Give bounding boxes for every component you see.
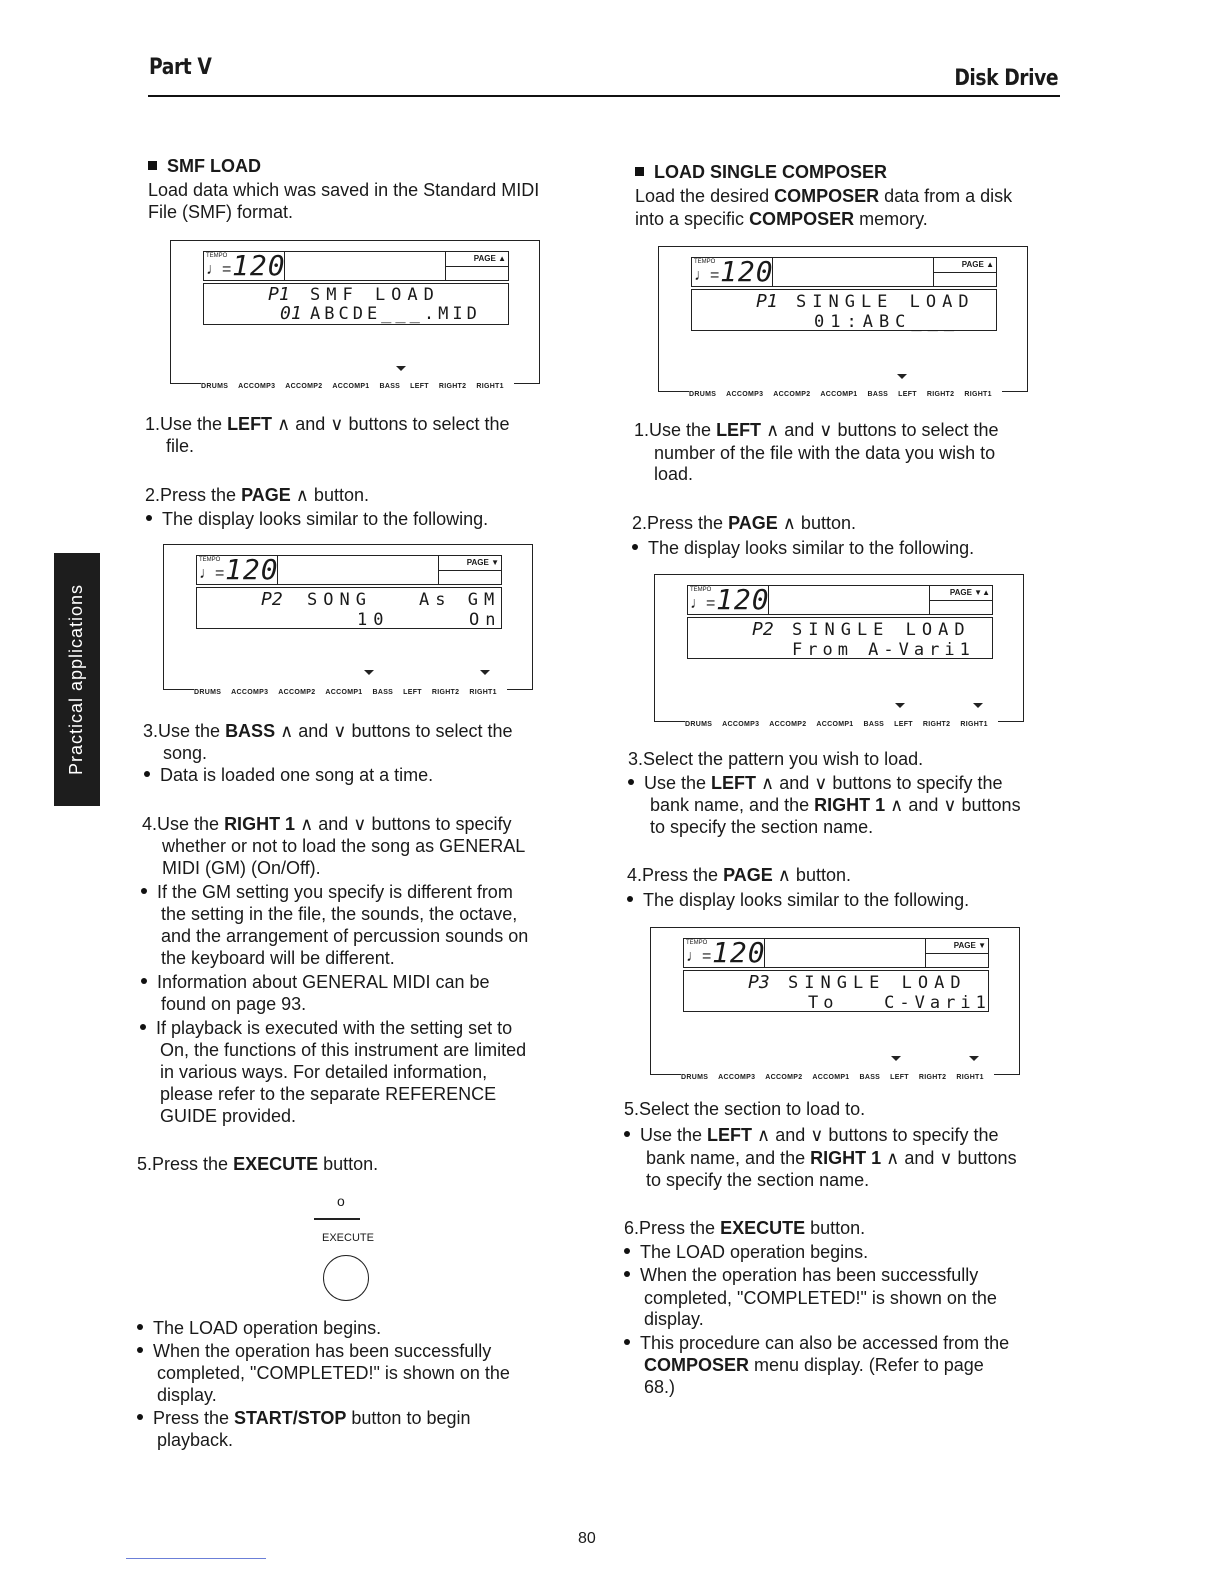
r-bullet-6a: The LOAD operation begins. xyxy=(624,1241,868,1263)
execute-button-icon xyxy=(323,1255,369,1301)
lcd-display-composer-p2 xyxy=(654,574,1024,728)
bullet-info-1: Information about GENERAL MIDI can be xyxy=(141,971,490,993)
r-step-6: 6.Press the EXECUTE button. xyxy=(624,1218,866,1238)
bullet-playback-4: please refer to the separate REFERENCE xyxy=(160,1084,497,1104)
bullet-icon xyxy=(137,1347,143,1353)
lcd-main-area: P2 SONG As GM 10 On xyxy=(196,587,502,629)
lcd-display-smf-p1 xyxy=(170,240,540,390)
cursor-arrow-icon xyxy=(969,1056,979,1061)
load-single-composer-heading: LOAD SINGLE COMPOSER xyxy=(635,161,887,183)
step-3-cont: song. xyxy=(163,743,208,763)
step-4-cont1: whether or not to load the song as GENERAL xyxy=(162,836,526,856)
step-1-cont: file. xyxy=(166,436,195,456)
smf-intro-line2: File (SMF) format. xyxy=(148,202,294,222)
bullet-gm-2: the setting in the file, the sounds, the octave, xyxy=(161,904,518,924)
bullet-completed-1: When the operation has been successfully xyxy=(137,1340,491,1362)
bullet-icon xyxy=(141,978,147,984)
lcd-footer: DRUMS ACCOMP3 ACCOMP2 ACCOMP1 BASS LEFT RIGHT2 RIGHT1 xyxy=(685,721,998,728)
footer-rule xyxy=(126,1558,266,1559)
step-3: 3.Use the BASS ∧ and ∨ buttons to select the xyxy=(143,721,513,741)
r-bullet-4: The display looks similar to the following. xyxy=(627,889,969,911)
bullet-display: The display looks similar to the following. xyxy=(146,508,488,530)
step-4-cont2: MIDI (GM) (On/Off). xyxy=(162,858,321,878)
bullet-playback-2: On, the functions of this instrument are limited xyxy=(160,1040,527,1060)
bullet-playback-1: If playback is executed with the setting set to xyxy=(140,1017,512,1039)
bullet-startstop: Press the START/STOP button to begin xyxy=(137,1407,471,1429)
cursor-arrow-icon xyxy=(973,703,983,708)
side-tab-label: Practical applications xyxy=(66,583,87,776)
page-indicator: PAGE ▼ xyxy=(925,938,989,968)
r-bullet-5a: Use the LEFT ∧ and ∨ buttons to specify the xyxy=(624,1124,999,1146)
bullet-completed-2: completed, "COMPLETED!" is shown on the xyxy=(157,1363,510,1383)
lcd-display-composer-p1 xyxy=(658,246,1028,398)
bullet-icon xyxy=(624,1271,630,1277)
step-2: 2.Press the PAGE ∧ button. xyxy=(145,485,369,505)
tempo-box: TEMPO ♩= 120 xyxy=(691,257,773,287)
bullet-icon xyxy=(141,888,147,894)
lcd-footer: DRUMS ACCOMP3 ACCOMP2 ACCOMP1 BASS LEFT RIGHT2 RIGHT1 xyxy=(194,689,507,696)
cursor-arrow-icon xyxy=(364,670,374,675)
r-bullet-6c-2: COMPOSER menu display. (Refer to page xyxy=(644,1355,984,1375)
composer-intro-2: into a specific COMPOSER memory. xyxy=(635,209,928,229)
part-label: Part V xyxy=(149,55,212,80)
lcd-footer: DRUMS ACCOMP3 ACCOMP2 ACCOMP1 BASS LEFT RIGHT2 RIGHT1 xyxy=(201,383,514,390)
smf-load-heading: SMF LOAD xyxy=(148,155,261,177)
tempo-box: TEMPO ♩= 120 xyxy=(683,938,765,968)
r-bullet-6c-1: This procedure can also be accessed from the xyxy=(624,1332,1009,1354)
header-rule xyxy=(148,95,1060,97)
bullet-icon xyxy=(624,1131,630,1137)
r-step-2: 2.Press the PAGE ∧ button. xyxy=(632,513,856,533)
bullet-icon xyxy=(624,1339,630,1345)
r-bullet-display: The display looks similar to the following. xyxy=(632,537,974,559)
execute-label: EXECUTE xyxy=(322,1232,374,1244)
tempo-box: TEMPO ♩= 120 xyxy=(196,555,278,585)
r-bullet-3c: to specify the section name. xyxy=(650,817,874,837)
side-tab xyxy=(54,553,100,806)
lcd-main-area: P1 SINGLE LOAD 01:ABC___ xyxy=(691,289,997,331)
tempo-box: TEMPO ♩= 120 xyxy=(203,251,285,281)
bullet-icon xyxy=(627,896,633,902)
bullet-startstop-cont: playback. xyxy=(157,1430,234,1450)
r-bullet-6b-1: When the operation has been successfully xyxy=(624,1264,978,1286)
bullet-icon xyxy=(140,1024,146,1030)
cursor-arrow-icon xyxy=(897,374,907,379)
step-1: 1.Use the LEFT ∧ and ∨ buttons to select the xyxy=(145,414,510,434)
execute-divider xyxy=(314,1218,360,1220)
bullet-icon xyxy=(144,771,150,777)
bullet-song: Data is loaded one song at a time. xyxy=(144,764,433,786)
r-bullet-5b: bank name, and the RIGHT 1 ∧ and ∨ buttons xyxy=(646,1148,1017,1168)
bullet-icon xyxy=(628,779,634,785)
cursor-arrow-icon xyxy=(480,670,490,675)
r-bullet-6b-3: display. xyxy=(644,1309,704,1329)
step-5: 5.Press the EXECUTE button. xyxy=(137,1154,379,1174)
lcd-display-composer-p3 xyxy=(650,927,1020,1081)
r-bullet-3b: bank name, and the RIGHT 1 ∧ and ∨ buttons xyxy=(650,795,1021,815)
square-bullet-icon xyxy=(148,161,157,170)
smf-intro-line1: Load data which was saved in the Standard MIDI xyxy=(148,180,540,200)
bullet-icon xyxy=(632,544,638,550)
page-indicator: PAGE ▲ xyxy=(933,257,997,287)
bullet-icon xyxy=(624,1248,630,1254)
r-step-1-cont2: load. xyxy=(654,464,694,484)
r-bullet-6c-3: 68.) xyxy=(644,1377,676,1397)
bullet-info-2: found on page 93. xyxy=(161,994,307,1014)
r-step-4: 4.Press the PAGE ∧ button. xyxy=(627,865,851,885)
page-indicator: PAGE ▲ xyxy=(445,251,509,281)
r-bullet-3a: Use the LEFT ∧ and ∨ buttons to specify the xyxy=(628,772,1003,794)
square-bullet-icon xyxy=(635,167,644,176)
page-number: 80 xyxy=(578,1530,596,1547)
r-bullet-5c: to specify the section name. xyxy=(646,1170,870,1190)
bullet-playback-5: GUIDE provided. xyxy=(160,1106,297,1126)
bullet-gm-4: the keyboard will be different. xyxy=(161,948,395,968)
section-title: Disk Drive xyxy=(954,66,1058,91)
composer-intro-1: Load the desired COMPOSER data from a disk xyxy=(635,186,1013,206)
cursor-arrow-icon xyxy=(396,366,406,371)
lcd-main-area: P1 SMF LOAD 01 ABCDE___.MID xyxy=(203,283,509,325)
tempo-box: TEMPO ♩= 120 xyxy=(687,585,769,615)
step-4: 4.Use the RIGHT 1 ∧ and ∨ buttons to specify xyxy=(142,814,512,834)
lcd-display-smf-p2 xyxy=(163,544,533,696)
lcd-footer: DRUMS ACCOMP3 ACCOMP2 ACCOMP1 BASS LEFT RIGHT2 RIGHT1 xyxy=(689,391,1002,398)
r-step-3: 3.Select the pattern you wish to load. xyxy=(628,749,924,769)
lcd-main-area: P2 SINGLE LOAD From A-Vari1 xyxy=(687,617,993,659)
lcd-footer: DRUMS ACCOMP3 ACCOMP2 ACCOMP1 BASS LEFT RIGHT2 RIGHT1 xyxy=(681,1074,994,1081)
r-step-1: 1.Use the LEFT ∧ and ∨ buttons to select the xyxy=(634,420,999,440)
page-indicator: PAGE ▼ xyxy=(438,555,502,585)
bullet-icon xyxy=(146,515,152,521)
cursor-arrow-icon xyxy=(895,703,905,708)
bullet-icon xyxy=(137,1324,143,1330)
lcd-main-area: P3 SINGLE LOAD To C-Vari1 xyxy=(683,970,989,1012)
r-step-5: 5.Select the section to load to. xyxy=(624,1099,866,1119)
page-indicator: PAGE ▼▲ xyxy=(929,585,993,615)
bullet-playback-3: in various ways. For detailed information, xyxy=(160,1062,488,1082)
r-step-1-cont1: number of the file with the data you wish to xyxy=(654,443,996,463)
bullet-completed-3: display. xyxy=(157,1385,217,1405)
execute-led-icon: o xyxy=(337,1193,345,1209)
bullet-gm-3: and the arrangement of percussion sounds on xyxy=(161,926,529,946)
bullet-gm-1: If the GM setting you specify is different from xyxy=(141,881,513,903)
bullet-load-begins: The LOAD operation begins. xyxy=(137,1317,381,1339)
r-bullet-6b-2: completed, "COMPLETED!" is shown on the xyxy=(644,1288,997,1308)
bullet-icon xyxy=(137,1414,143,1420)
cursor-arrow-icon xyxy=(891,1056,901,1061)
